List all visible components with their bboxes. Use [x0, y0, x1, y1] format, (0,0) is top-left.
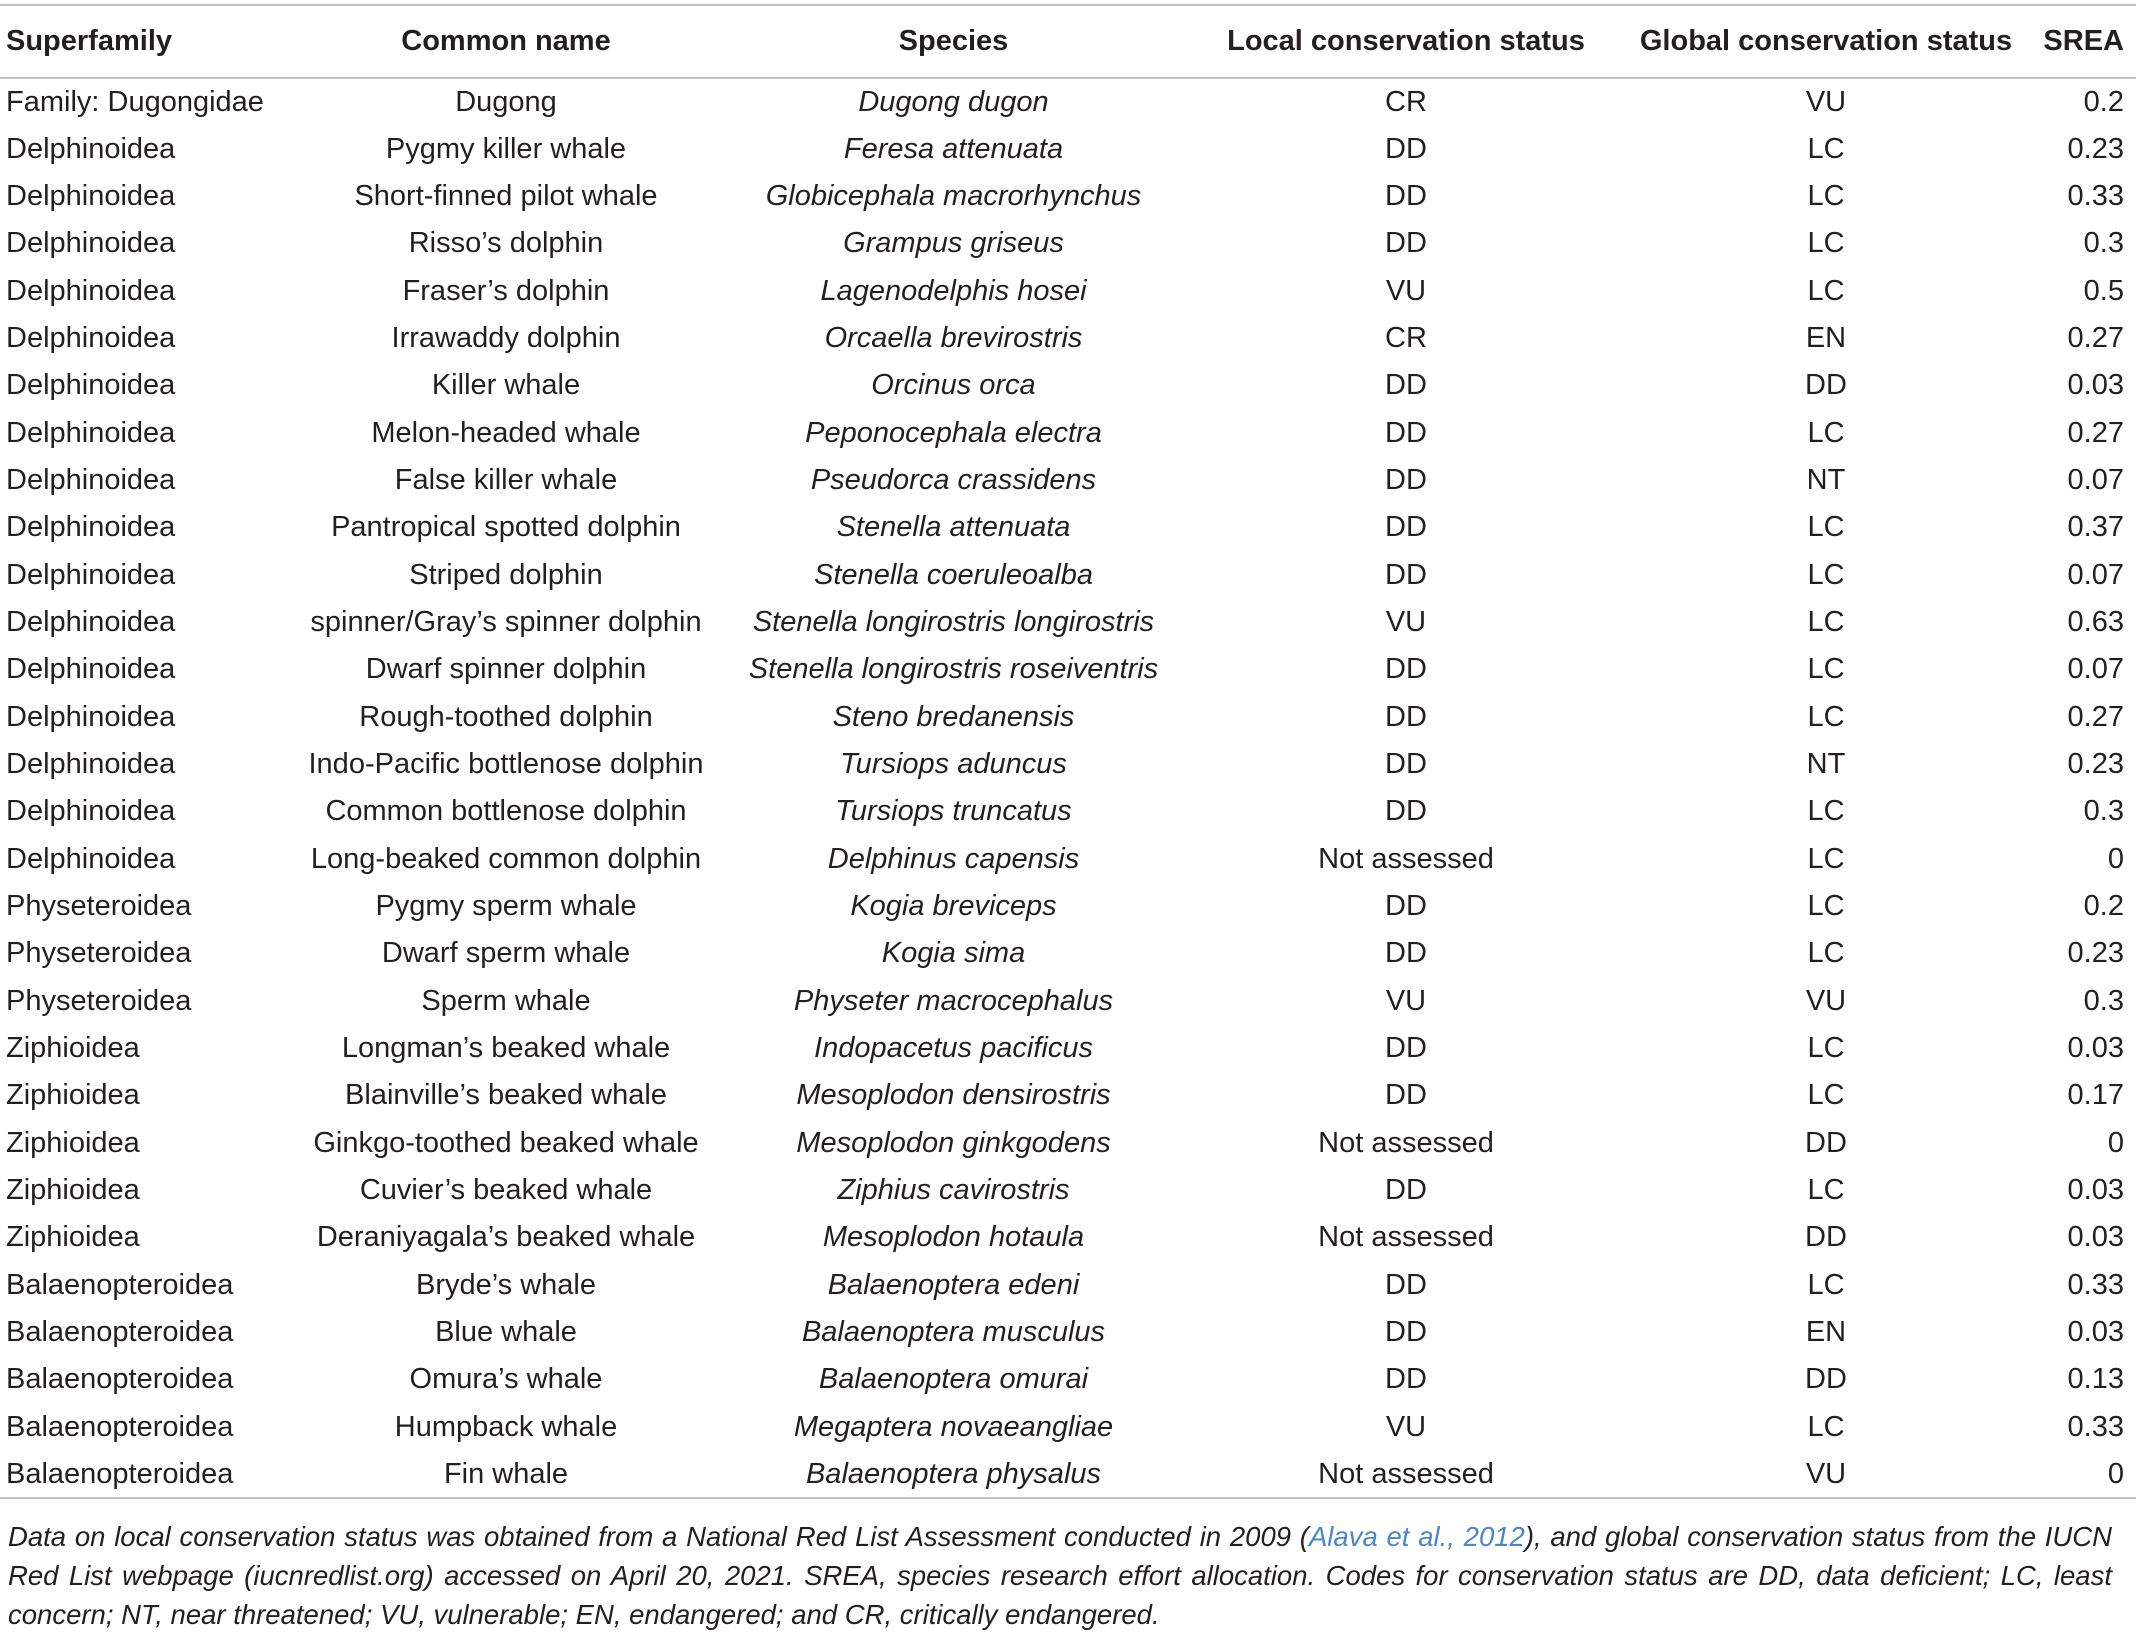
- cell-srea: 0.23: [2067, 937, 2124, 970]
- cell-srea: 0.33: [2067, 179, 2124, 212]
- cell-species: Mesoplodon hotaula: [822, 1221, 1085, 1254]
- cell-common-name: False killer whale: [394, 463, 618, 496]
- cell-local-status: DD: [1385, 416, 1427, 449]
- cell-global-status: DD: [1805, 1221, 1847, 1254]
- cell-global-status: VU: [1611, 1451, 2041, 1498]
- cell-global-status: LC: [1807, 890, 1845, 923]
- cell-local-status: DD: [1385, 1174, 1427, 1207]
- cell-species: Tursiops aduncus: [840, 747, 1067, 780]
- cell-global-status: LC: [1807, 274, 1845, 307]
- cell-superfamily: Family: Dugongidae: [6, 85, 264, 118]
- cell-common-name: Irrawaddy dolphin: [391, 321, 621, 354]
- cell-species: Ziphius cavirostris: [837, 1174, 1070, 1207]
- cell-superfamily: Delphinoidea: [6, 132, 176, 165]
- cell-species: Dugong dugon: [858, 85, 1049, 118]
- cell-global-status: LC: [1807, 1174, 1845, 1207]
- table-row: [0, 315, 2136, 362]
- table-header: [0, 5, 2136, 78]
- cell-local-status: CR: [1385, 321, 1427, 354]
- cell-common-name: Fin whale: [306, 1451, 706, 1498]
- cell-common-name: spinner/Gray’s spinner dolphin: [310, 605, 702, 638]
- header-local-status: Local conservation status: [1201, 5, 1611, 78]
- table-row: [0, 1262, 2136, 1309]
- species-table: [0, 4, 2136, 1499]
- cell-local-status: DD: [1385, 890, 1427, 923]
- cell-srea: 0.03: [2067, 369, 2124, 402]
- cell-global-status: LC: [1807, 795, 1845, 828]
- cell-common-name: Pygmy killer whale: [385, 132, 627, 165]
- cell-srea: 0: [2107, 842, 2124, 875]
- cell-global-status: NT: [1806, 747, 1846, 780]
- cell-common-name: Indo-Pacific bottlenose dolphin: [308, 747, 704, 780]
- table-row: [0, 457, 2136, 504]
- cell-local-status: VU: [1385, 984, 1427, 1017]
- table-row: [0, 362, 2136, 409]
- table-row: [0, 978, 2136, 1025]
- cell-superfamily: Balaenopteroidea: [6, 1363, 234, 1396]
- cell-local-status: Not assessed: [1318, 1221, 1494, 1254]
- cell-superfamily: Ziphioidea: [6, 1032, 140, 1065]
- cell-superfamily: Ziphioidea: [6, 1221, 140, 1254]
- cell-common-name: Ginkgo-toothed beaked whale: [313, 1126, 699, 1159]
- table-row: [0, 504, 2136, 551]
- cell-local-status: DD: [1385, 558, 1427, 591]
- cell-global-status: LC: [1807, 132, 1845, 165]
- cell-srea: 0.13: [2067, 1363, 2124, 1396]
- cell-species: Physeter macrocephalus: [793, 984, 1114, 1017]
- cell-common-name: Blue whale: [435, 1316, 577, 1349]
- cell-common-name: Deraniyagala’s beaked whale: [316, 1221, 696, 1254]
- cell-species: Grampus griseus: [843, 227, 1064, 260]
- cell-species: Kogia breviceps: [850, 890, 1057, 923]
- cell-local-status: Not assessed: [1201, 1451, 1611, 1498]
- table-footnote: [8, 1517, 2112, 1634]
- cell-local-status: DD: [1385, 1363, 1427, 1396]
- footnote-text-end: ), and global conservation status from the IUCN Red List webpage (iucnredlist.org) accessed on April 20, 2021. SREA, species research effort allocation. Codes for conservation status are DD, data deficient; LC, least concern; NT, near threatened; VU, vulnerable; EN, endangered; and CR, critically endangered.: [8, 1521, 2112, 1630]
- cell-global-status: LC: [1807, 558, 1845, 591]
- table-row: [0, 1120, 2136, 1167]
- footnote-text-start: Data on local conservation status was obtained from a National Red List Assessment conducted in 2009 (: [8, 1521, 1309, 1552]
- cell-local-status: DD: [1385, 1079, 1427, 1112]
- cell-common-name: Rough-toothed dolphin: [359, 700, 653, 733]
- cell-superfamily: Delphinoidea: [6, 653, 176, 686]
- cell-species: Megaptera novaeangliae: [793, 1410, 1114, 1443]
- table-row: [0, 693, 2136, 740]
- cell-local-status: DD: [1385, 653, 1427, 686]
- cell-global-status: LC: [1807, 1079, 1845, 1112]
- header-srea: SREA: [2041, 5, 2136, 78]
- cell-superfamily: Delphinoidea: [6, 747, 176, 780]
- cell-species: Tursiops truncatus: [835, 795, 1072, 828]
- cell-srea: 0.63: [2067, 605, 2124, 638]
- cell-srea: 0.33: [2067, 1268, 2124, 1301]
- cell-srea: 0.23: [2067, 132, 2124, 165]
- table-body: [0, 78, 2136, 1498]
- table-row: [0, 220, 2136, 267]
- cell-superfamily: Delphinoidea: [6, 605, 176, 638]
- cell-species: Indopacetus pacificus: [814, 1032, 1093, 1065]
- cell-srea: 0.03: [2067, 1316, 2124, 1349]
- cell-srea: 0.2: [2083, 890, 2124, 923]
- cell-srea: 0: [2041, 1451, 2136, 1498]
- cell-superfamily: Ziphioidea: [6, 1174, 140, 1207]
- cell-global-status: VU: [1805, 85, 1847, 118]
- cell-global-status: LC: [1807, 416, 1845, 449]
- cell-superfamily: Delphinoidea: [6, 227, 176, 260]
- cell-species: Steno bredanensis: [832, 700, 1075, 733]
- cell-srea: 0: [2107, 1126, 2124, 1159]
- cell-superfamily: Delphinoidea: [6, 369, 176, 402]
- cell-local-status: DD: [1385, 511, 1427, 544]
- header-species: Species: [706, 5, 1201, 78]
- cell-global-status: LC: [1807, 179, 1845, 212]
- cell-srea: 0.23: [2067, 747, 2124, 780]
- cell-srea: 0.03: [2067, 1221, 2124, 1254]
- cell-common-name: Dugong: [455, 85, 557, 118]
- table-row: [0, 1025, 2136, 1072]
- cell-superfamily: Balaenopteroidea: [6, 1316, 234, 1349]
- cell-srea: 0.03: [2067, 1032, 2124, 1065]
- cell-common-name: Risso’s dolphin: [408, 227, 604, 260]
- cell-global-status: LC: [1807, 605, 1845, 638]
- cell-species: Mesoplodon densirostris: [796, 1079, 1111, 1112]
- table-row: [0, 1356, 2136, 1403]
- cell-global-status: LC: [1807, 1410, 1845, 1443]
- header-global-status: Global conservation status: [1611, 5, 2041, 78]
- cell-common-name: Humpback whale: [394, 1410, 618, 1443]
- table-row: [0, 78, 2136, 125]
- cell-species: Mesoplodon ginkgodens: [796, 1126, 1111, 1159]
- cell-global-status: EN: [1805, 321, 1847, 354]
- cell-species: Stenella attenuata: [836, 511, 1071, 544]
- cell-local-status: DD: [1385, 1316, 1427, 1349]
- cell-srea: 0.5: [2083, 274, 2124, 307]
- header-superfamily: Superfamily: [0, 5, 306, 78]
- cell-common-name: Striped dolphin: [409, 558, 603, 591]
- cell-local-status: DD: [1385, 1268, 1427, 1301]
- cell-superfamily: Balaenopteroidea: [6, 1268, 234, 1301]
- cell-local-status: DD: [1385, 179, 1427, 212]
- cell-global-status: LC: [1807, 511, 1845, 544]
- table-row: [0, 930, 2136, 977]
- cell-local-status: CR: [1385, 85, 1427, 118]
- cell-common-name: Long-beaked common dolphin: [310, 842, 702, 875]
- cell-global-status: NT: [1806, 463, 1846, 496]
- citation-link[interactable]: Alava et al., 2012: [1308, 1521, 1525, 1552]
- cell-common-name: Pantropical spotted dolphin: [331, 511, 681, 544]
- cell-local-status: Not assessed: [1318, 1126, 1494, 1159]
- cell-superfamily: Delphinoidea: [6, 558, 176, 591]
- cell-srea: 0.27: [2067, 700, 2124, 733]
- cell-species: Stenella longirostris longirostris: [752, 605, 1155, 638]
- cell-species: Kogia sima: [881, 937, 1026, 970]
- cell-common-name: Sperm whale: [421, 984, 591, 1017]
- cell-superfamily: Ziphioidea: [6, 1126, 140, 1159]
- cell-global-status: LC: [1807, 842, 1845, 875]
- cell-srea: 0.2: [2083, 85, 2124, 118]
- cell-local-status: VU: [1385, 605, 1427, 638]
- cell-superfamily: Balaenopteroidea: [6, 1410, 234, 1443]
- cell-local-status: DD: [1385, 132, 1427, 165]
- cell-srea: 0.3: [2083, 795, 2124, 828]
- header-row: [0, 5, 2136, 78]
- cell-species: Delphinus capensis: [827, 842, 1080, 875]
- cell-local-status: DD: [1385, 369, 1427, 402]
- cell-species: Balaenoptera physalus: [706, 1451, 1201, 1498]
- table-row: [0, 173, 2136, 220]
- cell-local-status: DD: [1385, 463, 1427, 496]
- cell-species: Orcinus orca: [871, 369, 1036, 402]
- table-row: [0, 1214, 2136, 1261]
- cell-srea: 0.03: [2067, 1174, 2124, 1207]
- cell-species: Lagenodelphis hosei: [820, 274, 1087, 307]
- table-row: [0, 1167, 2136, 1214]
- cell-srea: 0.07: [2067, 653, 2124, 686]
- table-row: [0, 267, 2136, 314]
- cell-srea: 0.37: [2067, 511, 2124, 544]
- cell-species: Balaenoptera musculus: [801, 1316, 1106, 1349]
- cell-local-status: DD: [1385, 700, 1427, 733]
- cell-species: Feresa attenuata: [843, 132, 1064, 165]
- cell-global-status: LC: [1807, 1032, 1845, 1065]
- cell-common-name: Short-finned pilot whale: [354, 179, 658, 212]
- cell-superfamily: Delphinoidea: [6, 274, 176, 307]
- cell-superfamily: Delphinoidea: [6, 700, 176, 733]
- cell-common-name: Common bottlenose dolphin: [325, 795, 687, 828]
- table-row: [0, 1451, 2136, 1498]
- cell-species: Stenella longirostris roseiventris: [748, 653, 1159, 686]
- cell-srea: 0.3: [2083, 227, 2124, 260]
- cell-superfamily: Physeteroidea: [6, 984, 192, 1017]
- cell-common-name: Blainville’s beaked whale: [345, 1079, 667, 1112]
- table-row: [0, 1309, 2136, 1356]
- cell-species: Orcaella brevirostris: [824, 321, 1083, 354]
- table-row: [0, 883, 2136, 930]
- cell-global-status: DD: [1805, 1126, 1847, 1159]
- cell-superfamily: Delphinoidea: [6, 795, 176, 828]
- cell-superfamily: Delphinoidea: [6, 463, 176, 496]
- table-row: [0, 125, 2136, 172]
- cell-local-status: VU: [1385, 274, 1427, 307]
- table-row: [0, 741, 2136, 788]
- cell-srea: 0.27: [2067, 321, 2124, 354]
- cell-local-status: DD: [1385, 747, 1427, 780]
- cell-global-status: DD: [1805, 369, 1847, 402]
- table-row: [0, 551, 2136, 598]
- cell-srea: 0.27: [2067, 416, 2124, 449]
- cell-common-name: Bryde’s whale: [415, 1268, 596, 1301]
- cell-superfamily: Delphinoidea: [6, 321, 176, 354]
- cell-common-name: Omura’s whale: [409, 1363, 603, 1396]
- cell-common-name: Cuvier’s beaked whale: [359, 1174, 653, 1207]
- cell-global-status: LC: [1807, 653, 1845, 686]
- cell-global-status: LC: [1807, 700, 1845, 733]
- cell-species: Balaenoptera omurai: [818, 1363, 1089, 1396]
- cell-global-status: LC: [1807, 227, 1845, 260]
- cell-srea: 0.07: [2067, 463, 2124, 496]
- cell-common-name: Dwarf sperm whale: [381, 937, 631, 970]
- table-row: [0, 1072, 2136, 1119]
- cell-local-status: DD: [1385, 227, 1427, 260]
- cell-common-name: Melon-headed whale: [371, 416, 641, 449]
- cell-local-status: DD: [1385, 795, 1427, 828]
- cell-common-name: Fraser’s dolphin: [402, 274, 610, 307]
- cell-species: Stenella coeruleoalba: [814, 558, 1093, 591]
- cell-local-status: DD: [1385, 937, 1427, 970]
- cell-global-status: LC: [1807, 937, 1845, 970]
- cell-superfamily: Delphinoidea: [6, 511, 176, 544]
- cell-common-name: Pygmy sperm whale: [375, 890, 637, 923]
- cell-common-name: Killer whale: [431, 369, 581, 402]
- cell-srea: 0.3: [2083, 984, 2124, 1017]
- cell-superfamily: Ziphioidea: [6, 1079, 140, 1112]
- cell-superfamily: Physeteroidea: [6, 890, 192, 923]
- table-row: [0, 599, 2136, 646]
- cell-common-name: Longman’s beaked whale: [341, 1032, 671, 1065]
- cell-global-status: DD: [1805, 1363, 1847, 1396]
- cell-superfamily: Delphinoidea: [6, 416, 176, 449]
- cell-species: Pseudorca crassidens: [810, 463, 1097, 496]
- cell-superfamily: Balaenopteroidea: [0, 1451, 306, 1498]
- table-row: [0, 836, 2136, 883]
- cell-global-status: VU: [1805, 984, 1847, 1017]
- cell-global-status: LC: [1807, 1268, 1845, 1301]
- cell-srea: 0.17: [2067, 1079, 2124, 1112]
- cell-superfamily: Delphinoidea: [6, 842, 176, 875]
- cell-superfamily: Delphinoidea: [6, 179, 176, 212]
- cell-global-status: EN: [1805, 1316, 1847, 1349]
- table-row: [0, 1404, 2136, 1451]
- table-row: [0, 409, 2136, 456]
- cell-species: Peponocephala electra: [805, 416, 1102, 449]
- cell-local-status: Not assessed: [1318, 842, 1494, 875]
- cell-species: Balaenoptera edeni: [827, 1268, 1080, 1301]
- cell-srea: 0.07: [2067, 558, 2124, 591]
- table-row: [0, 646, 2136, 693]
- cell-local-status: VU: [1385, 1410, 1427, 1443]
- cell-species: Globicephala macrorhynchus: [765, 179, 1142, 212]
- table-row: [0, 788, 2136, 835]
- header-common-name: Common name: [306, 5, 706, 78]
- cell-srea: 0.33: [2067, 1410, 2124, 1443]
- cell-local-status: DD: [1385, 1032, 1427, 1065]
- cell-superfamily: Physeteroidea: [6, 937, 192, 970]
- cell-common-name: Dwarf spinner dolphin: [365, 653, 647, 686]
